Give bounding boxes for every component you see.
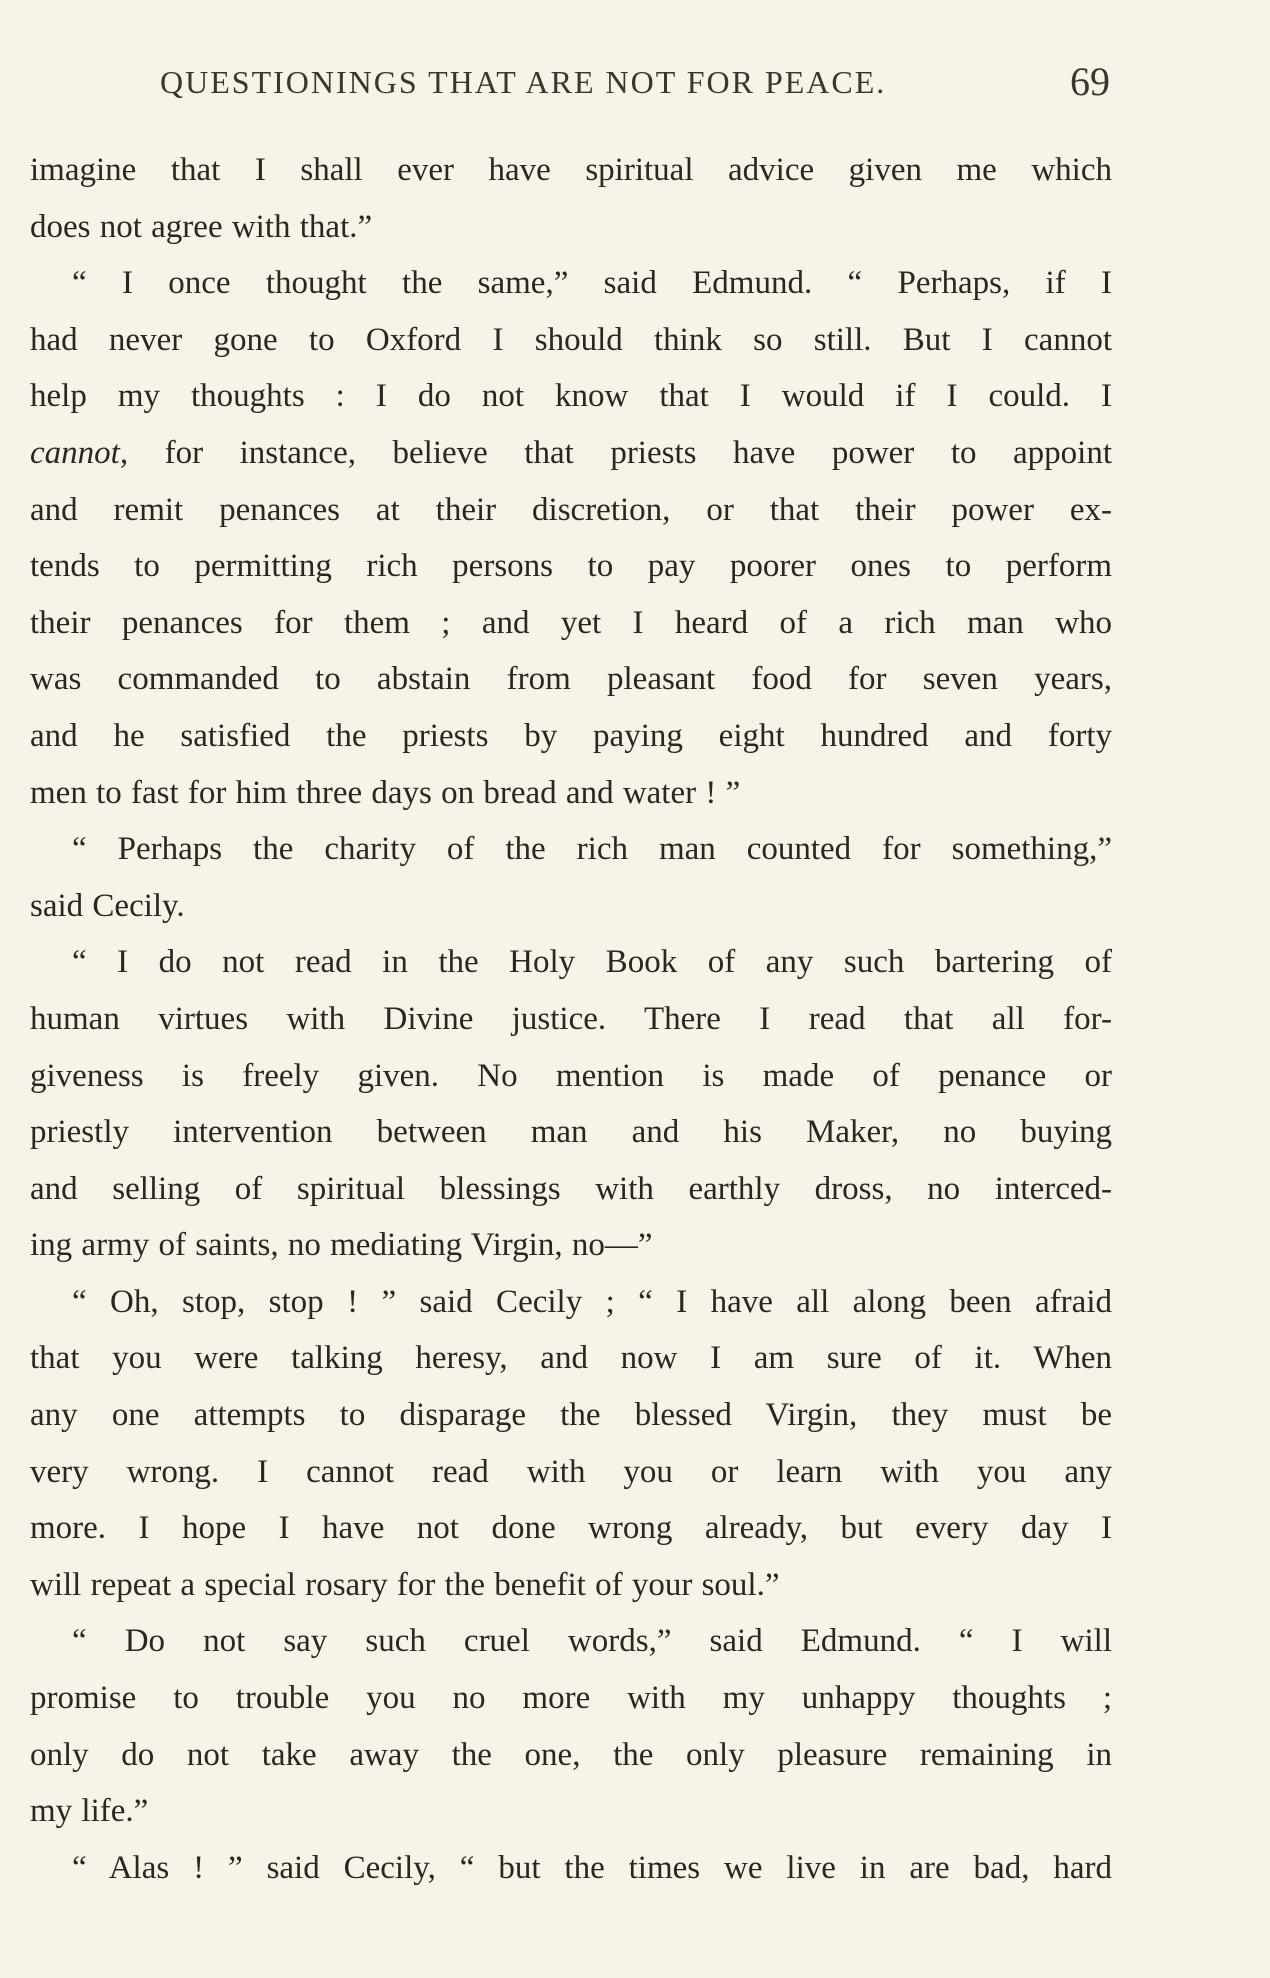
text-line — [30, 482, 1112, 539]
text-line — [30, 1557, 1112, 1614]
line-text: human virtues with Divine justice. There I read that all for- — [30, 1000, 1112, 1037]
line-text: “ Alas ! ” said Cecily, “ but the times we live in are bad, hard — [72, 1849, 1112, 1886]
line-text: ing army of saints, no mediating Virgin, no—” — [30, 1227, 653, 1264]
line-text: priestly intervention between man and his Maker, no buying — [30, 1114, 1112, 1151]
line-text: “ I once thought the same,” said Edmund. “ Perhaps, if I — [72, 265, 1112, 302]
text-line — [30, 1104, 1112, 1161]
line-text: and remit penances at their discretion, or that their power ex- — [30, 491, 1112, 528]
text-line — [30, 1840, 1112, 1897]
text-line — [30, 425, 1112, 482]
text-line — [30, 1500, 1112, 1557]
text-line — [30, 1161, 1112, 1218]
page-header — [30, 59, 1110, 112]
text-line — [30, 1444, 1112, 1501]
line-text: very wrong. I cannot read with you or learn with you any — [30, 1453, 1112, 1490]
text-line — [30, 1783, 1112, 1840]
line-text: only do not take away the one, the only pleasure remaining in — [30, 1736, 1112, 1773]
line-text: imagine that I shall ever have spiritual advice given me which — [30, 152, 1112, 188]
line-text: that you were talking heresy, and now I am sure of it. When — [30, 1340, 1112, 1377]
text-line — [30, 651, 1112, 708]
line-text: and selling of spiritual blessings with earthly dross, no interced- — [30, 1170, 1112, 1207]
page-number: 69 — [1070, 59, 1110, 104]
line-text: my life.” — [30, 1793, 149, 1830]
text-line — [30, 1387, 1112, 1444]
emphasized-word: cannot, — [30, 434, 129, 471]
line-text: had never gone to Oxford I should think so still. But I cannot — [30, 321, 1112, 358]
line-text: and he satisfied the priests by paying eight hundred and forty — [30, 717, 1112, 754]
text-line — [30, 991, 1112, 1048]
line-text: their penances for them ; and yet I heard of a rich man who — [30, 604, 1112, 641]
text-line — [30, 1217, 1112, 1274]
line-text: giveness is freely given. No mention is made of penance or — [30, 1057, 1112, 1094]
line-text: “ I do not read in the Holy Book of any such bartering of — [72, 944, 1112, 981]
line-text: any one attempts to disparage the blessed Virgin, they must be — [30, 1397, 1112, 1434]
text-line — [30, 368, 1112, 425]
text-line — [30, 934, 1112, 991]
line-text: men to fast for him three days on bread and water ! ” — [30, 774, 741, 811]
text-line — [30, 312, 1112, 369]
line-text: “ Perhaps the charity of the rich man counted for something,” — [72, 831, 1112, 868]
text-line — [30, 1613, 1112, 1670]
text-line — [30, 878, 1112, 935]
line-text: promise to trouble you no more with my unhappy thoughts ; — [30, 1680, 1112, 1717]
line-text: “ Do not say such cruel words,” said Edmund. “ I will — [72, 1623, 1112, 1660]
text-line — [30, 142, 1112, 199]
text-line — [30, 1670, 1112, 1727]
text-line — [30, 255, 1112, 312]
text-line — [30, 538, 1112, 595]
text-line — [30, 199, 1112, 256]
running-head: QUESTIONINGS THAT ARE NOT FOR PEACE. — [160, 64, 887, 100]
line-text: said Cecily. — [30, 887, 185, 924]
line-text: more. I hope I have not done wrong already, but every day I — [30, 1510, 1112, 1547]
text-line — [30, 821, 1112, 878]
body-text — [30, 142, 1112, 1896]
text-line — [30, 708, 1112, 765]
text-line — [30, 1330, 1112, 1387]
text-line — [30, 765, 1112, 822]
line-text: was commanded to abstain from pleasant food for seven years, — [30, 661, 1112, 698]
text-line — [30, 1727, 1112, 1784]
line-text: will repeat a special rosary for the benefit of your soul.” — [30, 1566, 780, 1603]
text-line — [30, 595, 1112, 652]
line-text: for instance, believe that priests have power to appoint — [128, 434, 1112, 471]
text-line — [30, 1048, 1112, 1105]
line-text: does not agree with that.” — [30, 208, 373, 245]
line-text: help my thoughts : I do not know that I would if I could. I — [30, 378, 1112, 415]
line-text: “ Oh, stop, stop ! ” said Cecily ; “ I have all along been afraid — [72, 1283, 1112, 1320]
line-text: tends to permitting rich persons to pay poorer ones to perform — [30, 548, 1112, 585]
text-line — [30, 1274, 1112, 1331]
